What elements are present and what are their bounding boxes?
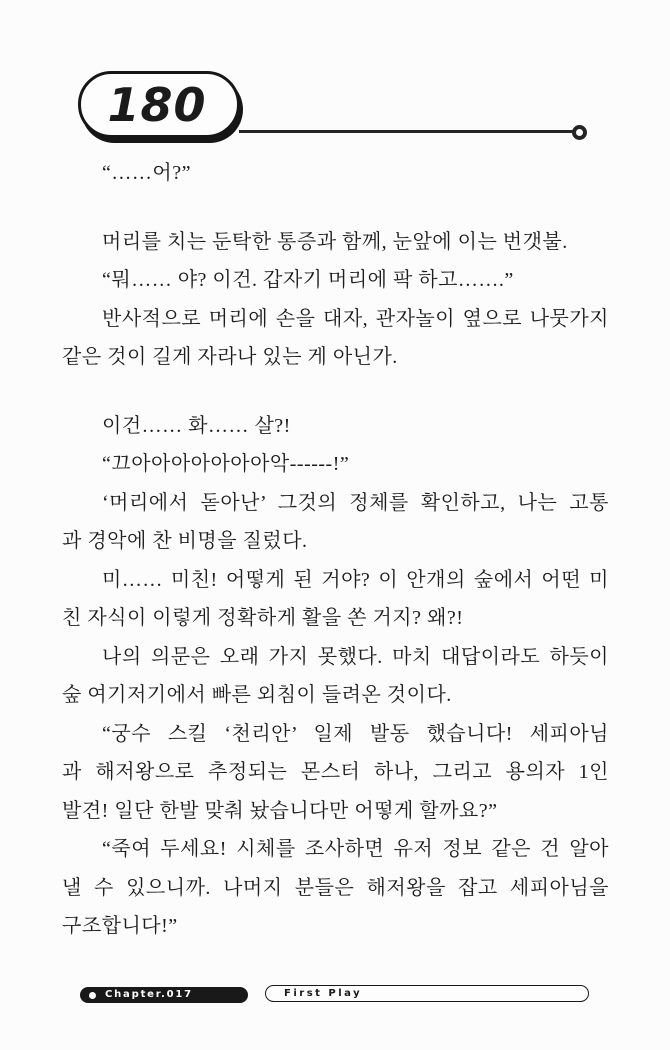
text-line: 같은 것이 길게 자라나 있는 게 아닌가.	[62, 346, 398, 368]
chapter-badge	[80, 987, 248, 1003]
text-line: “……어?”	[102, 162, 191, 184]
page-number-badge	[78, 71, 240, 138]
text-line: 과 해저왕으로 추정되는 몬스터 하나, 그리고 용의자 1인	[62, 761, 609, 783]
text-line: “궁수 스킬 ‘천리안’ 일제 발동 했습니다! 세피아님	[102, 722, 609, 745]
section-label: First Play	[284, 987, 363, 999]
bullet-dot-icon	[89, 992, 96, 999]
header-rule-line	[239, 130, 575, 133]
text-line: 머리를 치는 둔탁한 통증과 함께, 눈앞에 이는 번갯불.	[102, 230, 568, 253]
text-line: 친 자식이 이렇게 정확하게 활을 쏜 거지? 왜?!	[62, 607, 464, 629]
text-line: 구조합니다!”	[62, 915, 178, 937]
body-text	[62, 154, 609, 946]
chapter-label: Chapter.017	[105, 989, 193, 1000]
text-line: ‘머리에서 돋아난’ 그것의 정체를 확인하고, 나는 고통	[102, 491, 609, 514]
text-line: 나의 의문은 오래 가지 못했다. 마치 대답이라도 하듯이	[102, 645, 609, 668]
text-line: “끄아아아아아아아악------!”	[102, 453, 350, 475]
text-line: 반사적으로 머리에 손을 대자, 관자놀이 옆으로 나뭇가지	[102, 307, 609, 330]
text-line: 이건…… 화…… 살?!	[102, 414, 291, 437]
text-line: 낼 수 있으니까. 나머지 분들은 해저왕을 잡고 세피아님을	[62, 876, 609, 899]
page-number: 180	[107, 77, 207, 132]
header-rule-end-ring-icon	[572, 125, 587, 140]
text-line: 발견! 일단 한발 맞춰 놨습니다만 어떻게 할까요?”	[62, 799, 498, 822]
text-line: “죽여 두세요! 시체를 조사하면 유저 정보 같은 건 알아	[102, 838, 609, 860]
text-line: “뭐…… 야? 이건. 갑자기 머리에 팍 하고…….”	[102, 269, 514, 291]
text-line: 과 경악에 찬 비명을 질렀다.	[62, 530, 308, 552]
section-badge	[265, 985, 589, 1002]
text-line: 미…… 미친! 어떻게 된 거야? 이 안개의 숲에서 어떤 미	[102, 568, 609, 591]
text-line: 숲 여기저기에서 빠른 외침이 들려온 것이다.	[62, 684, 452, 706]
